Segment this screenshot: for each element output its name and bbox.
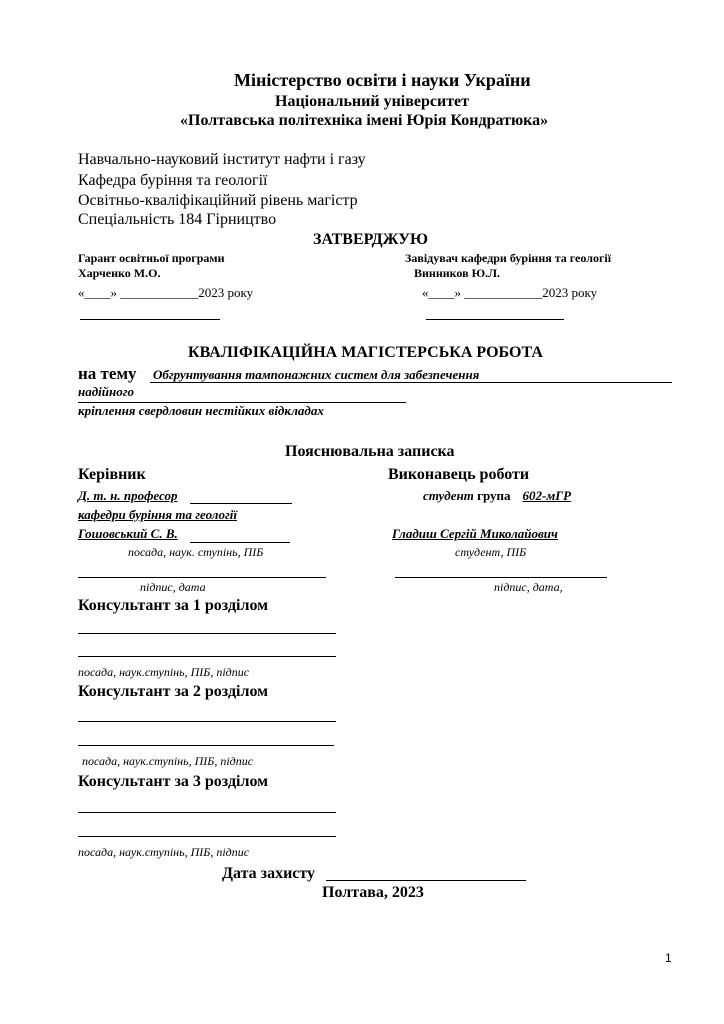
executor-group: 602-мГР <box>522 488 572 503</box>
approval-right-date: «____» ____________2023 року <box>422 285 598 300</box>
topic-line-1: Обгрунтування тампонажних систем для забезпечення <box>153 367 480 382</box>
approval-right-name: Винников Ю.Л. <box>414 266 501 280</box>
executor-student-word: студент <box>423 488 474 503</box>
ministry-heading: Міністерство освіти і науки України <box>234 70 531 90</box>
approval-title: ЗАТВЕРДЖУЮ <box>313 231 429 248</box>
defense-date-line <box>326 880 526 881</box>
consultant-1-caption: посада, наук.ступінь, ПІБ, підпис <box>78 665 250 679</box>
supervisor-caption: посада, наук. ступінь, ПІБ <box>128 545 264 559</box>
supervisor-sign-caption: підпис, дата <box>140 580 206 594</box>
defense-date-label: Дата захисту <box>222 865 316 882</box>
consultant-1-line-2 <box>78 656 336 657</box>
institute-line: Навчально-науковий інститут нафти і газу <box>78 151 366 168</box>
consultant-2-line-1 <box>78 721 336 722</box>
executor-group-word: група <box>477 488 511 503</box>
supervisor-name-underline <box>190 542 290 543</box>
topic-line-3: кріплення свердловин нестійких відкладах <box>78 403 324 418</box>
city-year: Полтава, 2023 <box>322 884 424 901</box>
supervisor-label: Керівник <box>78 466 146 483</box>
consultant-2-label: Консультант за 2 розділом <box>78 683 269 700</box>
executor-label: Виконавець роботи <box>388 466 530 483</box>
consultant-3-caption: посада, наук.ступінь, ПІБ, підпис <box>78 845 250 859</box>
consultant-3-line-2 <box>78 836 336 837</box>
consultant-2-line-2 <box>78 745 334 746</box>
topic-line-2: надійного <box>78 384 135 399</box>
consultant-3-label: Консультант за 3 розділом <box>78 773 269 790</box>
consultant-1-label: Консультант за 1 розділом <box>78 597 269 614</box>
topic-label: на тему <box>78 364 137 383</box>
executor-sign-caption: підпис, дата, <box>494 580 563 594</box>
executor-caption: студент, ПІБ <box>455 545 527 559</box>
consultant-3-line-1 <box>78 812 336 813</box>
topic-underline-1 <box>150 382 672 383</box>
specialty-line: Спеціальність 184 Гірництво <box>78 211 277 228</box>
executor-group-line <box>423 488 579 504</box>
page-number: 1 <box>665 951 672 965</box>
approval-left-signature-line <box>80 319 220 320</box>
department-line: Кафедра буріння та геології <box>78 172 268 189</box>
consultant-2-caption: посада, наук.ступінь, ПІБ, підпис <box>82 754 254 768</box>
supervisor-signature-line <box>78 577 326 578</box>
level-line: Освітньо-кваліфікаційний рівень магістр <box>78 192 358 209</box>
consultant-1-line-1 <box>78 633 336 634</box>
executor-name: Гладиш Сергій Миколайович <box>392 526 558 541</box>
approval-left-role: Гарант освітньої програми <box>78 251 225 265</box>
supervisor-name: Гошовський С. В. <box>78 526 178 541</box>
university-name: «Полтавська політехніка імені Юрія Кондратюка» <box>180 112 549 129</box>
approval-left-name: Харченко М.О. <box>78 266 161 280</box>
supervisor-position: Д. т. н. професор <box>78 488 178 503</box>
university-heading: Національний університет <box>275 93 470 110</box>
explanatory-note: Пояснювальна записка <box>285 443 455 460</box>
approval-right-role: Завідувач кафедри буріння та геології <box>405 251 612 265</box>
work-title: КВАЛІФІКАЦІЙНА МАГІСТЕРСЬКА РОБОТА <box>188 344 543 361</box>
supervisor-department: кафедри буріння та геології <box>78 507 237 522</box>
approval-left-date: «____» ____________2023 року <box>78 285 254 300</box>
supervisor-position-underline <box>190 503 292 504</box>
approval-right-signature-line <box>426 319 564 320</box>
executor-signature-line <box>395 577 607 578</box>
